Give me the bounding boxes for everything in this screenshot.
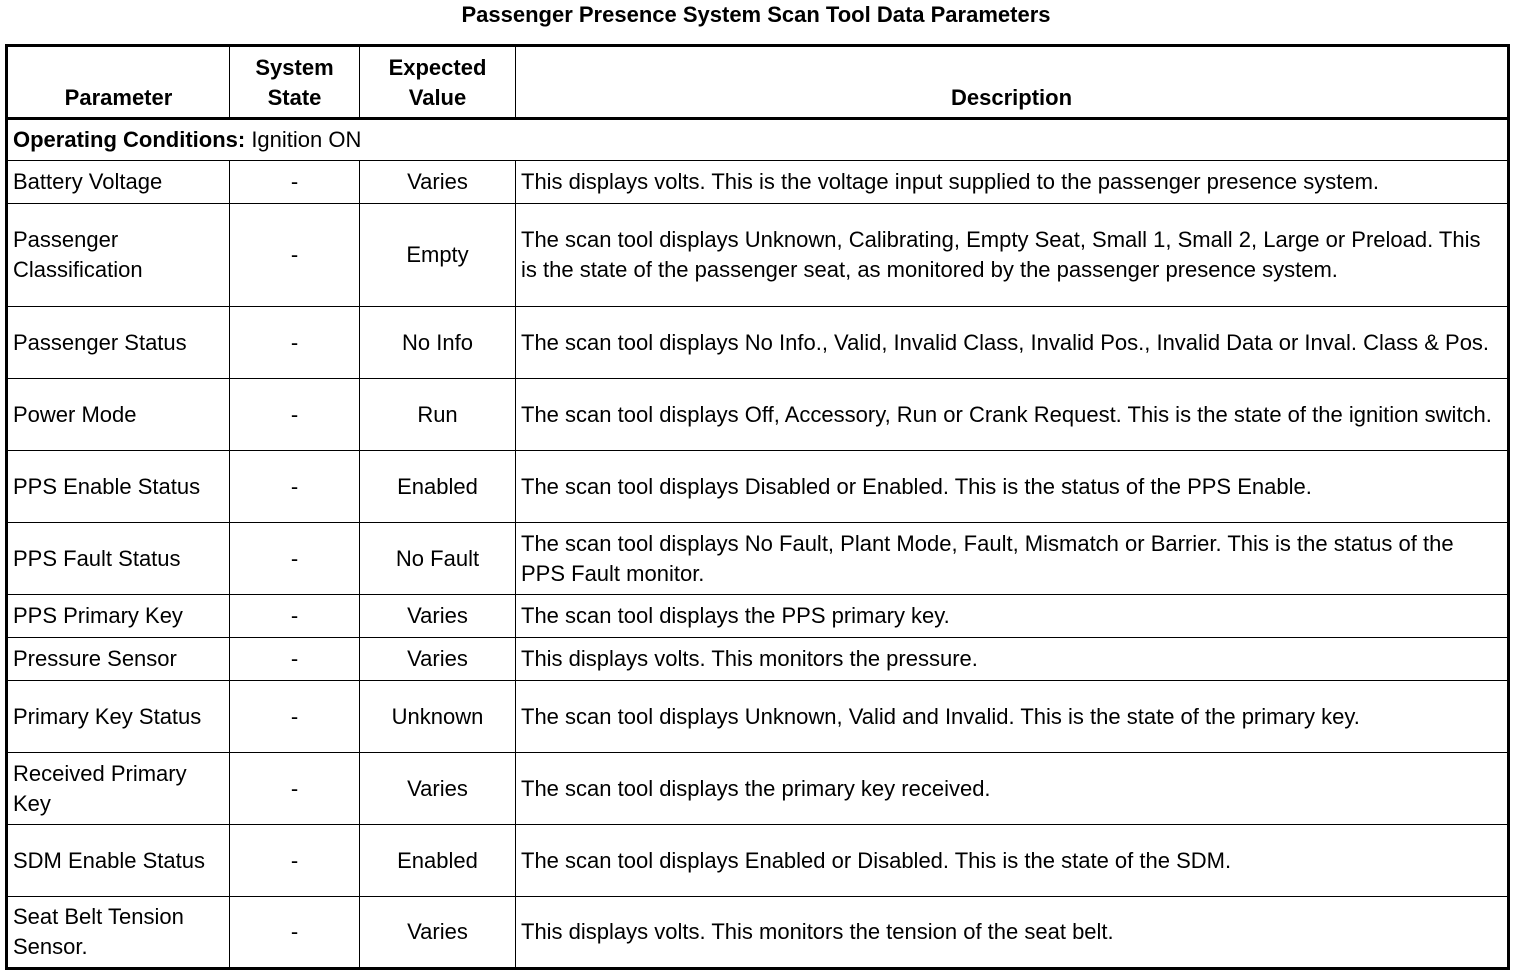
description-cell: The scan tool displays Off, Accessory, Run or Crank Request. This is the state of the ignition switch. (516, 379, 1509, 451)
parameter-cell: PPS Primary Key (7, 595, 230, 638)
table-row (7, 379, 1509, 451)
system-state-cell: - (230, 595, 360, 638)
header-system-state: System State (230, 46, 360, 119)
description-cell: The scan tool displays the primary key received. (516, 753, 1509, 825)
parameter-cell: Pressure Sensor (7, 638, 230, 681)
operating-conditions-value: Ignition ON (245, 127, 362, 152)
description-cell: The scan tool displays Unknown, Calibrating, Empty Seat, Small 1, Small 2, Large or Preload. This is the state of the passenger seat, as monitored by the passenger presence system. (516, 204, 1509, 307)
expected-value-cell: Varies (360, 638, 516, 681)
table-row (7, 753, 1509, 825)
table-row (7, 638, 1509, 681)
expected-value-cell: Varies (360, 161, 516, 204)
operating-conditions-label: Operating Conditions: (13, 127, 246, 152)
system-state-cell: - (230, 681, 360, 753)
system-state-cell: - (230, 638, 360, 681)
parameter-cell: SDM Enable Status (7, 825, 230, 897)
parameter-cell: Passenger Classification (7, 204, 230, 307)
parameter-cell: Passenger Status (7, 307, 230, 379)
system-state-cell: - (230, 523, 360, 595)
system-state-cell: - (230, 753, 360, 825)
parameter-cell: Received Primary Key (7, 753, 230, 825)
table-header-row (7, 46, 1509, 119)
parameters-table (5, 44, 1510, 970)
description-cell: The scan tool displays the PPS primary key. (516, 595, 1509, 638)
table-row (7, 897, 1509, 969)
expected-value-cell: Enabled (360, 825, 516, 897)
parameter-cell: Seat Belt Tension Sensor. (7, 897, 230, 969)
table-row (7, 307, 1509, 379)
description-cell: This displays volts. This is the voltage input supplied to the passenger presence system. (516, 161, 1509, 204)
table-row (7, 681, 1509, 753)
table-row (7, 523, 1509, 595)
system-state-cell: - (230, 379, 360, 451)
expected-value-cell: Empty (360, 204, 516, 307)
table-row (7, 825, 1509, 897)
header-parameter: Parameter (7, 46, 230, 119)
table-row (7, 161, 1509, 204)
description-cell: This displays volts. This monitors the pressure. (516, 638, 1509, 681)
description-cell: The scan tool displays No Fault, Plant Mode, Fault, Mismatch or Barrier. This is the status of the PPS Fault monitor. (516, 523, 1509, 595)
operating-conditions-row (7, 119, 1509, 161)
expected-value-cell: Enabled (360, 451, 516, 523)
system-state-cell: - (230, 161, 360, 204)
description-cell: The scan tool displays Disabled or Enabled. This is the status of the PPS Enable. (516, 451, 1509, 523)
expected-value-cell: Run (360, 379, 516, 451)
expected-value-cell: No Fault (360, 523, 516, 595)
table-row (7, 451, 1509, 523)
table-row (7, 204, 1509, 307)
parameter-cell: PPS Fault Status (7, 523, 230, 595)
parameter-cell: Power Mode (7, 379, 230, 451)
expected-value-cell: Varies (360, 753, 516, 825)
parameter-cell: Primary Key Status (7, 681, 230, 753)
description-cell: The scan tool displays No Info., Valid, Invalid Class, Invalid Pos., Invalid Data or Inval. Class & Pos. (516, 307, 1509, 379)
description-cell: This displays volts. This monitors the tension of the seat belt. (516, 897, 1509, 969)
parameter-cell: PPS Enable Status (7, 451, 230, 523)
system-state-cell: - (230, 204, 360, 307)
expected-value-cell: No Info (360, 307, 516, 379)
header-expected-value: Expected Value (360, 46, 516, 119)
system-state-cell: - (230, 307, 360, 379)
table-row (7, 595, 1509, 638)
expected-value-cell: Unknown (360, 681, 516, 753)
system-state-cell: - (230, 451, 360, 523)
description-cell: The scan tool displays Enabled or Disabled. This is the state of the SDM. (516, 825, 1509, 897)
header-description: Description (516, 46, 1509, 119)
description-cell: The scan tool displays Unknown, Valid and Invalid. This is the state of the primary key. (516, 681, 1509, 753)
operating-conditions (7, 119, 1509, 161)
parameter-cell: Battery Voltage (7, 161, 230, 204)
system-state-cell: - (230, 825, 360, 897)
expected-value-cell: Varies (360, 897, 516, 969)
page-title: Passenger Presence System Scan Tool Data Parameters (461, 2, 1051, 27)
expected-value-cell: Varies (360, 595, 516, 638)
system-state-cell: - (230, 897, 360, 969)
